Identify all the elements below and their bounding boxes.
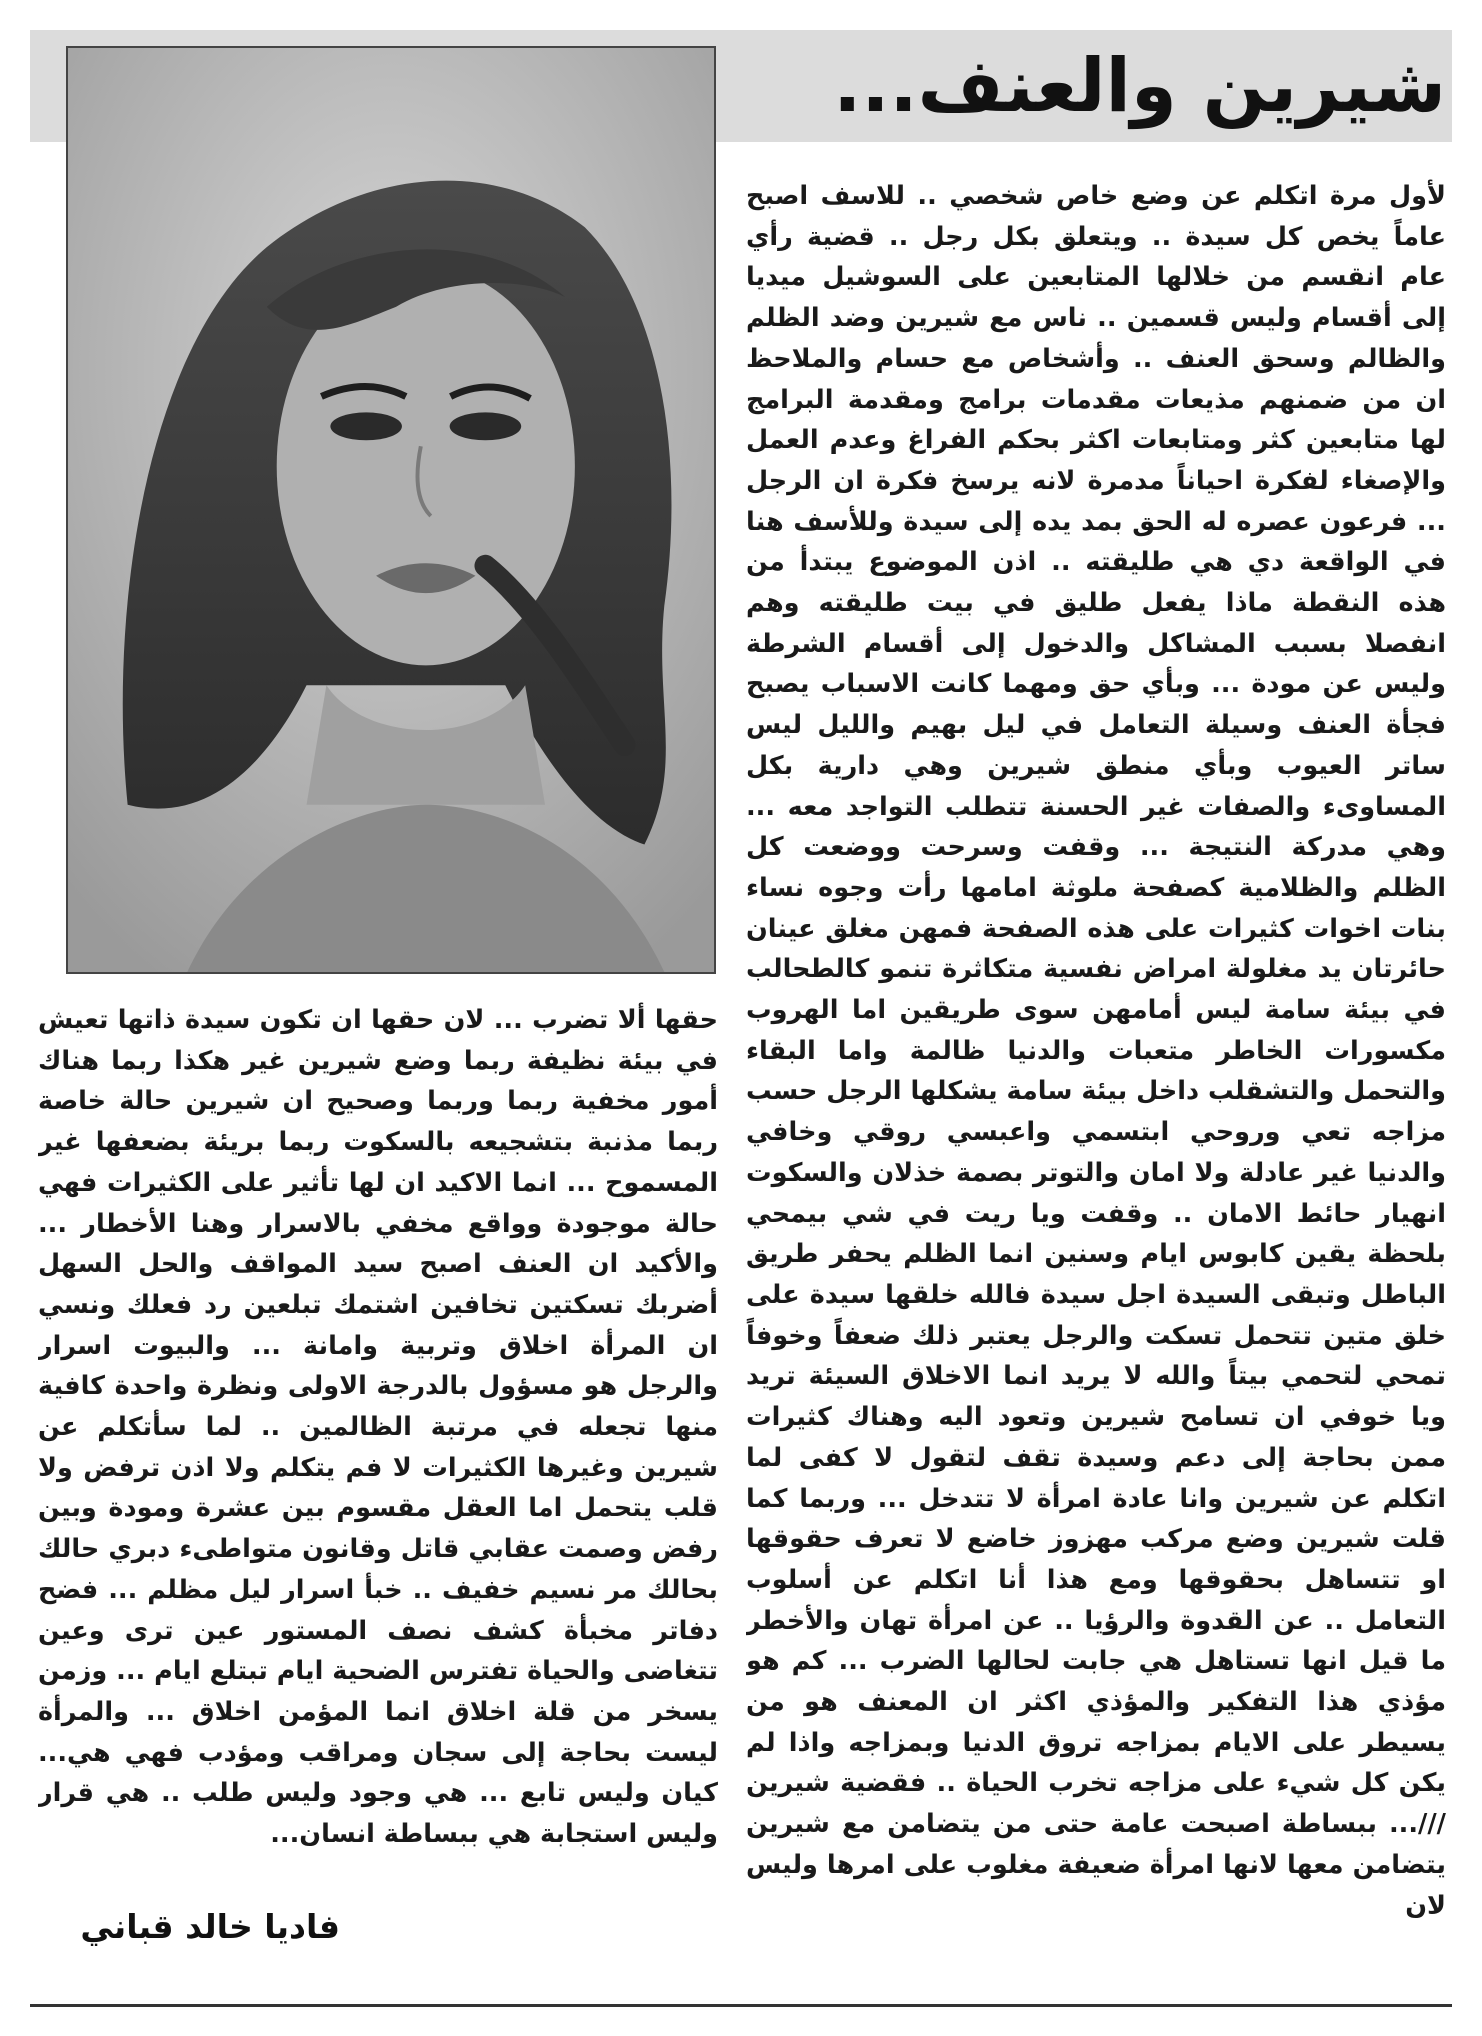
bottom-divider bbox=[30, 2004, 1452, 2007]
article-title: شيرين والعنف... bbox=[833, 43, 1446, 129]
portrait-photo-icon bbox=[68, 48, 714, 972]
article-body-left-column: حقها ألا تضرب ... لان حقها ان تكون سيدة ذاتها تعيش في بيئة نظيفة ربما وضع شيرين غير هكذا ربما هناك أمور مخفية ربما وربما وصحيح ان شيرين حالة خاصة ربما مذنبة بتشجيعه بالسكوت ربما بريئة بضعفها غير المسموح ... انما الاكيد ان لها تأثير على الكثيرات فهي حالة موجودة وواقع مخفي بالاسرار وهنا الأخطار ... والأكيد ان العنف اصبح سيد المواقف والحل السهل أضربك تسكتين تخافين اشتمك تبلعين رد فعلك ونسي ان المرأة اخلاق وتربية وامانة ... والبيوت اسرار والرجل هو مسؤول بالدرجة الاولى ونظرة واحدة كافية منها تجعله في مرتبة الظالمين .. لما سأتكلم عن شيرين وغيرها الكثيرات لا فم يتكلم ولا اذن ترفض ولا قلب يتحمل اما العقل مقسوم بين عشرة ومودة وبين رفض وصمت عقابي قاتل وقانون متواطىء دبري حالك بحالك مر نسيم خفيف .. خبأ اسرار ليل مظلم ... فضح دفاتر مخبأة كشف نصف المستور عين ترى وعين تتغاضى والحياة تفترس الضحية ايام تبتلع ايام ... وزمن يسخر من قلة اخلاق انما المؤمن اخلاق ... والمرأة ليست بحاجة إلى سجان ومراقب ومؤدب فهي هي... كيان وليس تابع ... هي وجود وليس طلب .. هي قرار وليس استجابة هي ببساطة انسان... bbox=[38, 1005, 718, 1850]
author-byline: فاديا خالد قباني bbox=[80, 1907, 340, 1946]
portrait-photo bbox=[66, 46, 716, 974]
article-body-right-column: لأول مرة اتكلم عن وضع خاص شخصي .. للاسف اصبح عاماً يخص كل سيدة .. ويتعلق بكل رجل .. قضية رأي عام انقسم من خلالها المتابعين على السوشيل ميديا إلى أقسام وليس قسمين .. ناس مع شيرين وضد الظلم والظالم وسحق العنف .. وأشخاص مع حسام والملاحظ ان من ضمنهم مذيعات مقدمات برامج ومقدمة البرامج لها متابعين كثر ومتابعات اكثر بحكم الفراغ وعدم العمل والإصغاء لفكرة احياناً مدمرة لانه يرسخ فكرة ان الرجل ... فرعون عصره له الحق بمد يده إلى سيدة وللأسف هنا في الواقعة دي هي طليقته .. اذن الموضوع يبتدأ من هذه النقطة ماذا يفعل طليق في بيت طليقته وهم انفصلا بسبب المشاكل والدخول إلى أقسام الشرطة وليس عن مودة ... وبأي حق ومهما كانت الاسباب يصبح فجأة العنف وسيلة التعامل في ليل بهيم والليل ليس ساتر العيوب وبأي منطق شيرين وهي دارية بكل المساوىء والصفات غير الحسنة تتطلب التواجد معه ... وهي مدركة النتيجة ... وقفت وسرحت ووضعت كل الظلم والظلامية كصفحة ملوثة امامها رأت وجوه نساء بنات اخوات كثيرات على هذه الصفحة فمهن مغلق عينان حائرتان يد مغلولة امراض نفسية متكاثرة تنمو كالطحالب في بيئة سامة ليس أمامهن سوى طريقين اما الهروب مكسورات الخاطر متعبات والدنيا ظالمة واما البقاء والتحمل والتشقلب داخل بيئة سامة يشكلها الرجل حسب مزاجه تعي وروحي ابتسمي واعبسي روقي وخافي والدنيا غير عادلة ولا امان والتوتر بصمة خذلان والسكوت انهيار حائط الامان .. وقفت ويا ريت في شي بيمحي بلحظة يقين كابوس ايام وسنين انما الظلم يحفر طريق الباطل وتبقى السيدة اجل سيدة فالله خلقها سيدة على خلق متين تتحمل تسكت والرجل يعتبر ذلك ضعفاً وخوفاً تمحي لتحمي بيتاً والله لا يريد انما الاخلاق السيئة تريد ويا خوفي ان تسامح شيرين وتعود اليه وهناك كثيرات ممن بحاجة إلى دعم وسيدة تقف لتقول لا كفى لما اتكلم عن شيرين وانا عادة امرأة لا تتدخل ... وربما كما قلت شيرين وضع مركب مهزوز خاضع لا تعرف حقوقها او تتساهل بحقوقها ومع هذا أنا اتكلم عن أسلوب التعامل .. عن القدوة والرؤيا .. عن امرأة تهان والأخطر ما قيل انها تستاهل هي جابت لحالها الضرب ... كم هو مؤذي هذا التفكير والمؤذي اكثر ان المعنف هو من يسيطر على الايام بمزاجه تروق الدنيا وبمزاجه واذا لم يكن كل شيء على مزاجه تخرب الحياة .. فقضية شيرين ///... ببساطة اصبحت عامة حتى من يتضامن مع شيرين يتضامن معها لانها امرأة ضعيفة مغلوب على امرها وليس لان bbox=[746, 181, 1446, 1921]
